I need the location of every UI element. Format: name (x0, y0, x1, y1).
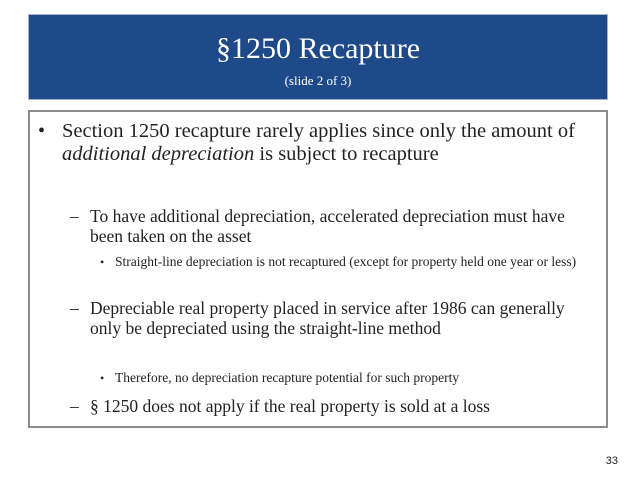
main-bullet-text-after: is subject to recapture (254, 143, 439, 165)
sub-sub-bullet-1-text: Straight-line depreciation is not recaptured (except for property held one year or less) (115, 254, 577, 269)
bullet-marker: • (38, 120, 46, 142)
sub-bullet-3 (70, 396, 600, 416)
main-bullet-text (62, 120, 598, 166)
dash-marker: – (70, 206, 79, 226)
slide-content-box (28, 110, 608, 428)
dash-marker: – (70, 396, 79, 416)
sub-bullet-1-text: To have additional depreciation, accelerated depreciation must have been taken on the asset (90, 206, 565, 246)
slide-title-banner (28, 14, 608, 100)
sub-bullet-2 (70, 298, 600, 338)
slide-title: §1250 Recapture (215, 32, 421, 65)
sub-sub-bullet-2-text: Therefore, no depreciation recapture potential for such property (115, 370, 460, 385)
main-bullet-text-before: Section 1250 recapture rarely applies since only the amount of (62, 120, 575, 142)
dot-marker: • (100, 371, 105, 385)
slide-number: 33 (605, 455, 618, 467)
main-bullet (38, 120, 598, 166)
sub-sub-bullet-1 (100, 254, 600, 270)
main-bullet-text-italic: additional depreciation (62, 143, 255, 165)
sub-sub-bullet-2 (100, 370, 600, 386)
dot-marker: • (100, 255, 105, 269)
sub-bullet-2-text: Depreciable real property placed in service after 1986 can generally only be depreciated using the straight-line method (90, 298, 565, 338)
slide-subtitle: (slide 2 of 3) (284, 73, 352, 88)
sub-bullet-3-text: § 1250 does not apply if the real property is sold at a loss (90, 396, 490, 416)
dash-marker: – (70, 298, 79, 318)
sub-bullet-1 (70, 206, 600, 246)
